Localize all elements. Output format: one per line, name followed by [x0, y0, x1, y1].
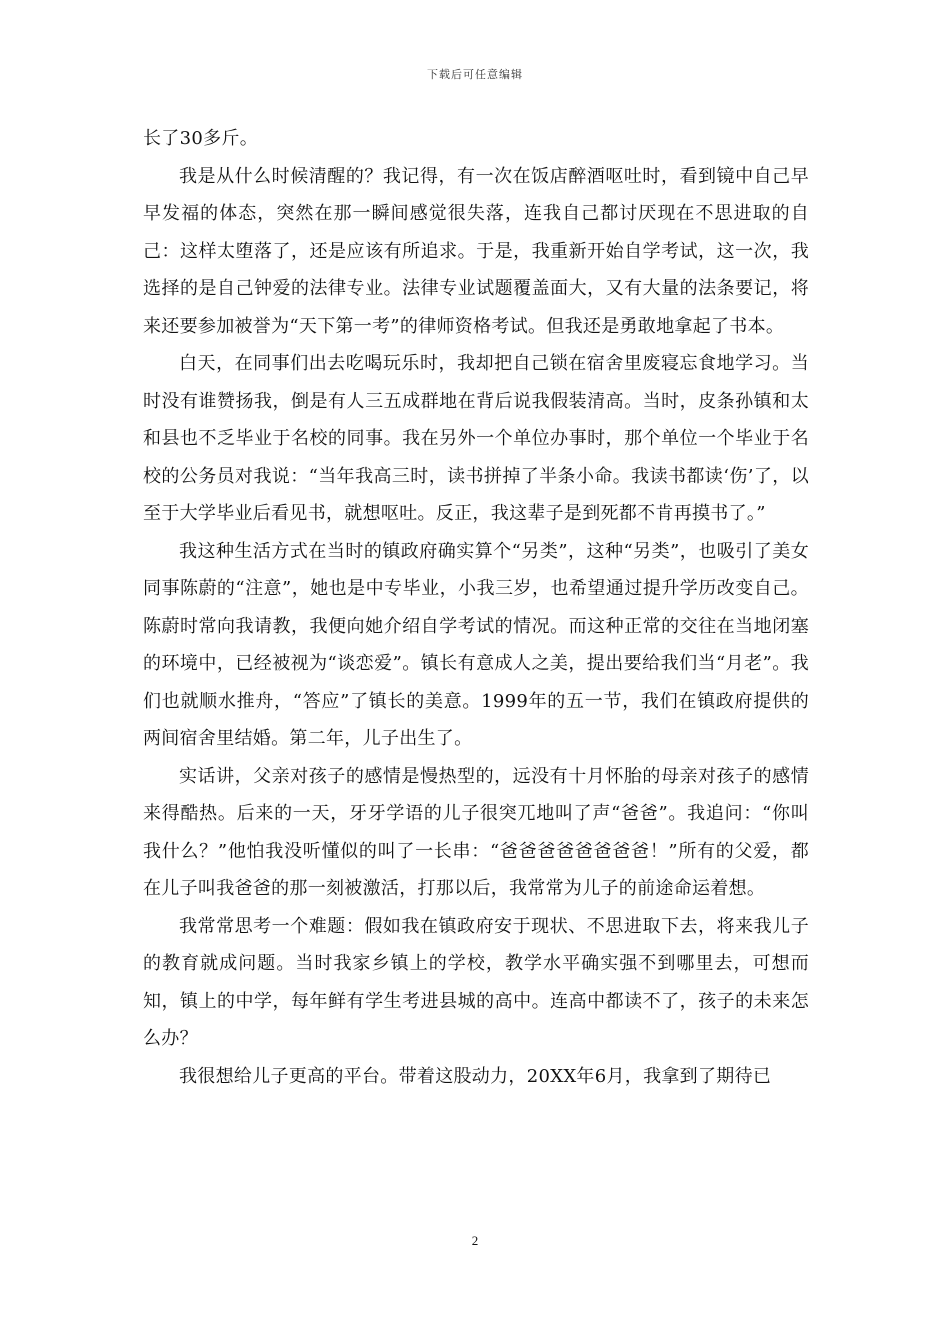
body-text: [143, 120, 809, 1095]
paragraph: 白天，在同事们出去吃喝玩乐时，我却把自己锁在宿舍里废寝忘食地学习。当时没有谁赞扬我，倒是有人三五成群地在背后说我假装清高。当时，皮条孙镇和太和县也不乏毕业于名校的同事。我在另外一个单位办事时，那个单位一个毕业于名校的公务员对我说：“当年我高三时，读书拼掉了半条小命。我读书都读‘伤’了，以至于大学毕业后看见书，就想呕吐。反正，我这辈子是到死都不肯再摸书了。”: [143, 353, 809, 524]
paragraph: 我常常思考一个难题：假如我在镇政府安于现状、不思进取下去，将来我儿子的教育就成问题。当时我家乡镇上的学校，教学水平确实强不到哪里去，可想而知，镇上的中学，每年鲜有学生考进县城的高中。连高中都读不了，孩子的未来怎么办？: [143, 915, 809, 1049]
paragraph: 我这种生活方式在当时的镇政府确实算个“另类”，这种“另类”，也吸引了美女同事陈蔚的“注意”，她也是中专毕业，小我三岁，也希望通过提升学历改变自己。陈蔚时常向我请教，我便向她介绍自学考试的情况。而这种正常的交往在当地闭塞的环境中，已经被视为“谈恋爱”。镇长有意成人之美，提出要给我们当“月老”。我们也就顺水推舟，“答应”了镇长的美意。1999年的五一节，我们在镇政府提供的两间宿舍里结婚。第二年，儿子出生了。: [143, 540, 809, 749]
page-number: 2: [471, 1233, 479, 1248]
paragraph-continuation: 长了30多斤。: [143, 128, 259, 149]
paragraph: 实话讲，父亲对孩子的感情是慢热型的，远没有十月怀胎的母亲对孩子的感情来得酷热。后来的一天，牙牙学语的儿子很突兀地叫了声“爸爸”。我追问：“你叫我什么？”他怕我没听懂似的叫了一长串：“爸爸爸爸爸爸爸爸！”所有的父爱，都在儿子叫我爸爸的那一刻被激活，打那以后，我常常为儿子的前途命运着想。: [143, 765, 809, 899]
paragraph: 我很想给儿子更高的平台。带着这股动力，20XX年6月，我拿到了期待已: [179, 1065, 772, 1087]
paragraph: 我是从什么时候清醒的？我记得，有一次在饭店醉酒呕吐时，看到镜中自己早早发福的体态，突然在那一瞬间感觉很失落，连我自己都讨厌现在不思进取的自己：这样太堕落了，还是应该有所追求。于是，我重新开始自学考试，这一次，我选择的是自己钟爱的法律专业。法律专业试题覆盖面大，又有大量的法条要记，将来还要参加被誉为“天下第一考”的律师资格考试。但我还是勇敢地拿起了书本。: [143, 165, 809, 337]
page-header: 下载后可任意编辑: [427, 68, 523, 81]
